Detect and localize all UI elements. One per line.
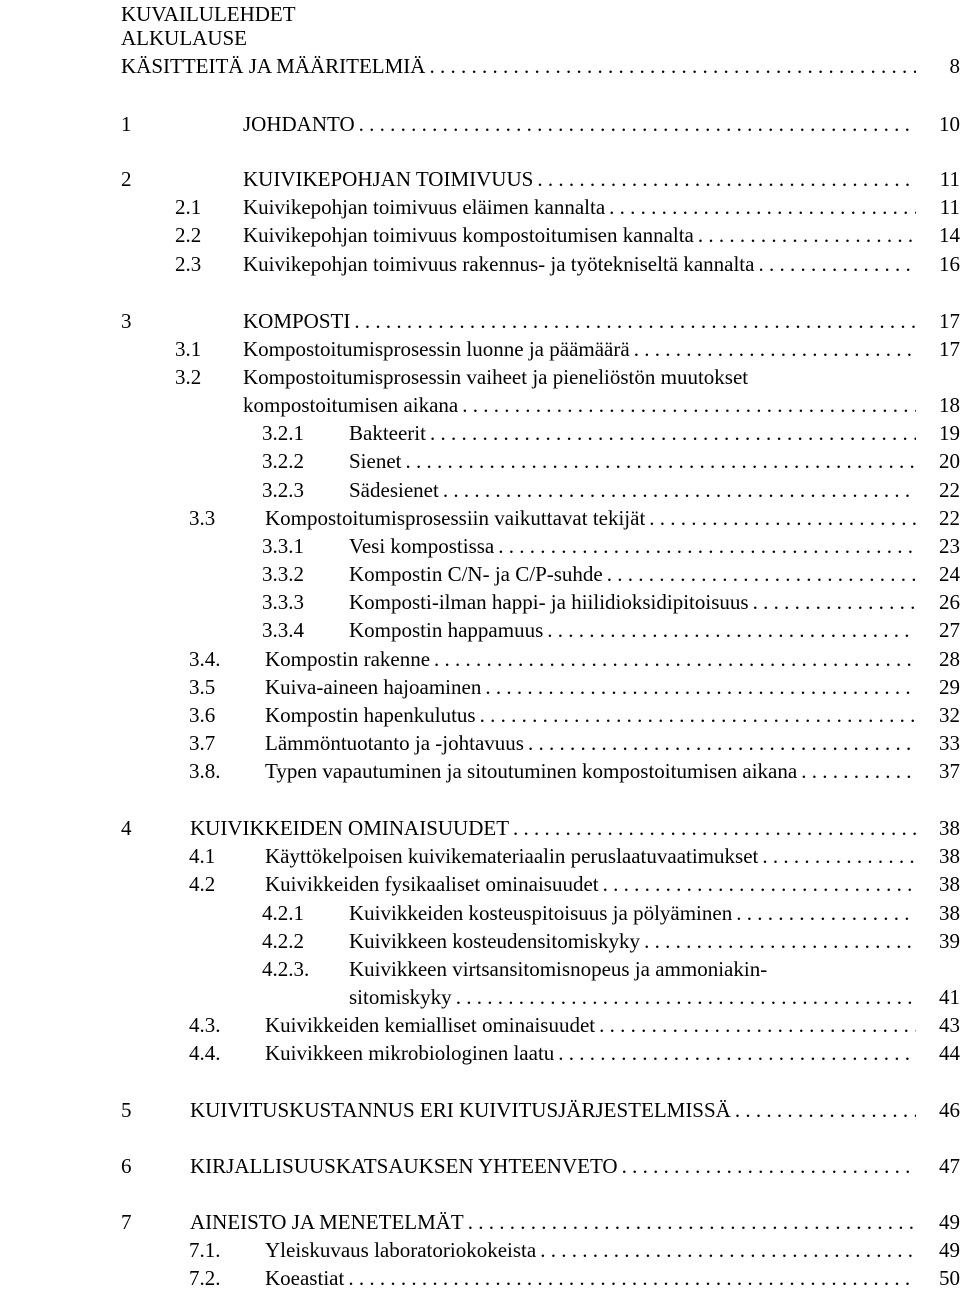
toc-entry (0, 335, 960, 363)
toc-entry-number: 3.5 (189, 675, 216, 699)
toc-entry-number: 3.2.2 (262, 449, 304, 473)
toc-entry-label: ALKULAUSE (121, 26, 247, 50)
toc-entry (0, 1011, 960, 1039)
toc-entry-label-row (190, 1208, 916, 1236)
dot-leader (609, 193, 916, 221)
toc-entry-page: 18 (939, 393, 960, 417)
toc-entry-page: 43 (939, 1013, 960, 1037)
toc-entry-label-continuation: sitomiskyky (349, 985, 452, 1009)
toc-entry-page: 49 (939, 1210, 960, 1234)
toc-entry-page: 29 (939, 675, 960, 699)
dot-leader (468, 1208, 916, 1236)
toc-entry-label-row (265, 842, 916, 870)
toc-entry-page: 24 (939, 562, 960, 586)
dot-leader (456, 983, 916, 1011)
toc-entry-number: 1 (121, 112, 132, 136)
toc-entry-label: Koeastiat (265, 1266, 345, 1290)
toc-entry-label: Sienet (349, 449, 402, 473)
dot-leader (485, 673, 916, 701)
toc-entry-label: KUIVITUSKUSTANNUS ERI KUIVITUSJÄRJESTELMISSÄ (190, 1098, 731, 1122)
toc-entry-page: 10 (939, 112, 960, 136)
toc-entry-label-row (190, 814, 916, 842)
toc-entry (0, 899, 960, 927)
toc-entry (0, 842, 960, 870)
toc-entry-label: KIRJALLISUUSKATSAUKSEN YHTEENVETO (190, 1154, 618, 1178)
toc-entry-number: 4.2 (189, 872, 216, 896)
toc-entry-label: Kompostin rakenne (265, 647, 431, 671)
toc-entry-page: 16 (939, 252, 960, 276)
toc-entry (0, 729, 960, 757)
toc-entry-label: KUVAILULEHDET (121, 2, 296, 26)
dot-leader (528, 729, 916, 757)
toc-entry (0, 616, 960, 644)
toc-entry-number: 2 (121, 167, 132, 191)
dot-leader (498, 532, 916, 560)
toc-entry-label-row (349, 476, 916, 504)
toc-entry-label-row (265, 729, 916, 757)
dot-leader (622, 1152, 916, 1180)
toc-entry-number: 3.3.2 (262, 562, 304, 586)
toc-entry-label-row (243, 110, 916, 138)
toc-entry-label: Kompostoitumisprosessiin vaikuttavat tekijät (265, 506, 646, 530)
toc-entry (0, 419, 960, 447)
toc-entry-number: 3 (121, 309, 132, 333)
toc-entry (0, 476, 960, 504)
toc-entry-page: 33 (939, 731, 960, 755)
toc-entry-label: Kompostin happamuus (349, 618, 544, 642)
toc-entry-label: Yleiskuvaus laboratoriokokeista (265, 1238, 537, 1262)
dot-leader (753, 588, 916, 616)
toc-entry-page: 47 (939, 1154, 960, 1178)
toc-entry-label-row (265, 1011, 916, 1039)
toc-entry-label: Kuivikkeen kosteudensitomiskyky (349, 929, 641, 953)
toc-entry-label: Kuivikkeiden kemialliset ominaisuudet (265, 1013, 596, 1037)
toc-entry (0, 447, 960, 475)
toc-entry-page: 50 (939, 1266, 960, 1290)
toc-entry-label-row (349, 899, 916, 927)
toc-entry-label: Kompostoitumisprosessin vaiheet ja pieneliöstön muutokset (243, 365, 749, 389)
toc-entry-label-row (265, 1039, 916, 1067)
dot-leader (443, 476, 916, 504)
toc-entry-label: Kompostoitumisprosessin luonne ja päämäärä (243, 337, 630, 361)
toc-entry-label-row (190, 1096, 916, 1124)
toc-entry-label-row (243, 221, 916, 249)
toc-entry (0, 870, 960, 898)
toc-entry-number: 3.3 (189, 506, 216, 530)
dot-leader (480, 701, 916, 729)
dot-leader (607, 560, 916, 588)
dot-leader (735, 1096, 916, 1124)
toc-entry-page: 27 (939, 618, 960, 642)
dot-leader (354, 307, 916, 335)
toc-entry-continuation (0, 983, 960, 1011)
toc-entry-number: 3.2.1 (262, 421, 304, 445)
dot-leader (736, 899, 916, 927)
dot-leader (430, 419, 916, 447)
toc-entry-label: Sädesienet (349, 478, 439, 502)
toc-entry-label-row (349, 532, 916, 560)
toc-entry (0, 588, 960, 616)
toc-entry-label-row (243, 193, 916, 221)
toc-entry-page: 22 (939, 478, 960, 502)
toc-entry-label-row (265, 645, 916, 673)
toc-entry (0, 814, 960, 842)
toc-entry-page: 28 (939, 647, 960, 671)
dot-leader (406, 447, 917, 475)
toc-entry-number: 7 (121, 1210, 132, 1234)
toc-entry-number: 3.3.4 (262, 618, 304, 642)
toc-entry (0, 560, 960, 588)
toc-entry-label-row (349, 616, 916, 644)
dot-leader (429, 52, 916, 80)
dot-leader (547, 616, 916, 644)
toc-entry-page: 19 (939, 421, 960, 445)
toc-entry-page: 37 (939, 759, 960, 783)
toc-entry (0, 193, 960, 221)
toc-entry-label-row (265, 757, 916, 785)
toc-entry-label-row (265, 673, 916, 701)
toc-entry-label: Kuivikepohjan toimivuus eläimen kannalta (243, 195, 606, 219)
toc-entry-continuation (0, 391, 960, 419)
toc-entry-page: 11 (939, 195, 960, 219)
dot-leader (758, 250, 916, 278)
toc-entry-number: 7.1. (189, 1238, 221, 1262)
toc-entry-label: Kuiva-aineen hajoaminen (265, 675, 482, 699)
toc-entry-page: 38 (939, 816, 960, 840)
toc-entry-label: JOHDANTO (243, 112, 355, 136)
toc-entry (0, 504, 960, 532)
toc-entry-page: 49 (939, 1238, 960, 1262)
toc-front-kasitteita (0, 52, 960, 80)
dot-leader (698, 221, 916, 249)
dot-leader (599, 1011, 916, 1039)
toc-entry-page: 17 (939, 337, 960, 361)
toc-entry (0, 927, 960, 955)
toc-entry-number: 3.8. (189, 759, 221, 783)
toc-entry-number: 3.3.1 (262, 534, 304, 558)
toc-entry-label-continuation: kompostoitumisen aikana (243, 393, 459, 417)
toc-entry-page: 20 (939, 449, 960, 473)
toc-entry-number: 4.2.2 (262, 929, 304, 953)
toc-entry (0, 1096, 960, 1124)
toc-entry-number: 4.2.1 (262, 901, 304, 925)
toc-entry-number: 2.1 (175, 195, 202, 219)
toc-entry-number: 3.3.3 (262, 590, 304, 614)
toc-entry-number: 2.2 (175, 223, 202, 247)
toc-entry-page: 26 (939, 590, 960, 614)
toc-entry-label: Typen vapautuminen ja sitoutuminen kompostoitumisen aikana (265, 759, 798, 783)
toc-entry (0, 701, 960, 729)
toc-entry-page: 14 (939, 223, 960, 247)
toc-entry-label-row (349, 983, 916, 1011)
toc-entry-label: Komposti-ilman happi- ja hiilidioksidipitoisuus (349, 590, 749, 614)
toc-entry (0, 250, 960, 278)
dot-leader (537, 165, 916, 193)
toc-front-alkulause (0, 24, 960, 52)
toc-entry-number: 3.2.3 (262, 478, 304, 502)
toc-entry-label: Kuivikkeen mikrobiologinen laatu (265, 1041, 555, 1065)
toc-entry-number: 4.2.3. (262, 957, 310, 981)
toc-entry-label: Bakteerit (349, 421, 426, 445)
toc-entry-label: Kuivikkeiden fysikaaliset ominaisuudet (265, 872, 599, 896)
toc-entry-page: 41 (939, 985, 960, 1009)
toc-entry-page: 8 (949, 54, 960, 78)
toc-entry-label: KUIVIKEPOHJAN TOIMIVUUS (243, 167, 534, 191)
toc-entry (0, 165, 960, 193)
toc-entry-label: Kompostin C/N- ja C/P-suhde (349, 562, 603, 586)
toc-entry-label: AINEISTO JA MENETELMÄT (190, 1210, 464, 1234)
dot-leader (434, 645, 916, 673)
toc-entry-label-row (349, 927, 916, 955)
toc-entry-number: 3.1 (175, 337, 202, 361)
toc-entry-page: 11 (939, 167, 960, 191)
toc-entry-label-row (265, 504, 916, 532)
toc-entry (0, 307, 960, 335)
toc-entry-label: Lämmöntuotanto ja -johtavuus (265, 731, 524, 755)
toc-entry-number: 2.3 (175, 252, 202, 276)
toc-entry-number: 3.2 (175, 365, 202, 389)
dot-leader (540, 1236, 916, 1264)
toc-entry (0, 532, 960, 560)
toc-entry-page: 32 (939, 703, 960, 727)
toc-entry-page: 22 (939, 506, 960, 530)
dot-leader (603, 870, 916, 898)
toc-entry-number: 4.1 (189, 844, 216, 868)
toc-entry-page: 46 (939, 1098, 960, 1122)
dot-leader (513, 814, 916, 842)
toc-entry (0, 110, 960, 138)
toc-entry-label: Käyttökelpoisen kuivikemateriaalin peruslaatuvaatimukset (265, 844, 759, 868)
toc-entry-label: Kuivikkeiden kosteuspitoisuus ja pölyäminen (349, 901, 733, 925)
toc-entry (0, 673, 960, 701)
toc-entry-label-row (349, 588, 916, 616)
toc-entry-label-row (265, 870, 916, 898)
toc-entry (0, 1208, 960, 1236)
toc-entry (0, 1039, 960, 1067)
dot-leader (649, 504, 916, 532)
toc-entry-number: 3.4. (189, 647, 221, 671)
dot-leader (634, 335, 916, 363)
toc-entry-number: 4.3. (189, 1013, 221, 1037)
toc-entry (0, 955, 960, 983)
toc-entry-label-row (243, 165, 916, 193)
toc-entry-number: 4.4. (189, 1041, 221, 1065)
toc-entry-label-row (243, 391, 916, 419)
toc-entry-label: Kuivikepohjan toimivuus rakennus- ja työtekniseltä kannalta (243, 252, 755, 276)
dot-leader (762, 842, 916, 870)
dot-leader (644, 927, 916, 955)
toc-entry (0, 757, 960, 785)
toc-entry-label-row (243, 335, 916, 363)
toc-entry-label: Kuivikkeen virtsansitomisnopeus ja ammoniakin- (349, 957, 768, 981)
toc-entry-label: KUIVIKKEIDEN OMINAISUUDET (190, 816, 510, 840)
dot-leader (359, 110, 916, 138)
toc-entry-label-row (349, 560, 916, 588)
toc-entry-label: Vesi kompostissa (349, 534, 495, 558)
toc-entry-label: KÄSITTEITÄ JA MÄÄRITELMIÄ (121, 54, 426, 78)
toc-entry (0, 363, 960, 391)
toc-entry-label-row (243, 307, 916, 335)
toc-entry-label-row (265, 1236, 916, 1264)
toc-entry-number: 3.6 (189, 703, 216, 727)
dot-leader (558, 1039, 916, 1067)
toc-entry-number: 3.7 (189, 731, 216, 755)
toc-entry-number: 7.2. (189, 1266, 221, 1290)
toc-entry-label-row (190, 1152, 916, 1180)
toc-entry-page: 38 (939, 872, 960, 896)
toc-entry-page: 38 (939, 901, 960, 925)
toc-entry-page: 38 (939, 844, 960, 868)
toc-entry (0, 1152, 960, 1180)
toc-entry-page: 44 (939, 1041, 960, 1065)
toc-entry-page: 39 (939, 929, 960, 953)
toc-entry-label: Kuivikepohjan toimivuus kompostoitumisen kannalta (243, 223, 694, 247)
toc-entry-number: 4 (121, 816, 132, 840)
dot-leader (801, 757, 916, 785)
toc-entry-label-row (349, 419, 916, 447)
toc-entry (0, 221, 960, 249)
toc-entry-page: 17 (939, 309, 960, 333)
toc-entry-label: Kompostin hapenkulutus (265, 703, 476, 727)
toc-entry-label-row (265, 701, 916, 729)
toc-entry (0, 645, 960, 673)
toc-entry-page: 23 (939, 534, 960, 558)
toc-entry-label-row (121, 52, 916, 80)
toc-entry-label-row (349, 447, 916, 475)
dot-leader (462, 391, 916, 419)
toc-entry (0, 1236, 960, 1264)
toc-entry-label: KOMPOSTI (243, 309, 351, 333)
toc-entry-number: 5 (121, 1098, 132, 1122)
toc-entry-number: 6 (121, 1154, 132, 1178)
toc-entry-label-row (243, 250, 916, 278)
